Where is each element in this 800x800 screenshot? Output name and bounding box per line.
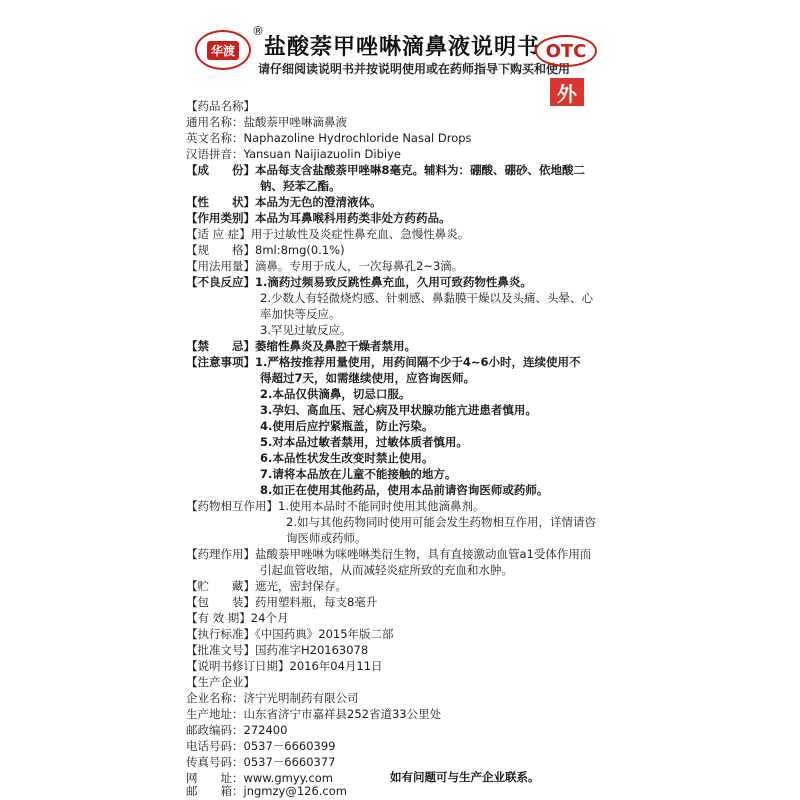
brand-logo-text: 华渡 [207, 41, 239, 60]
validity: 【有 效 期】24个月 [186, 611, 289, 625]
interaction-line-1: 【药物相互作用】1.使用本品时不能同时使用其他滴鼻剂。 [186, 499, 485, 513]
precautions-line-7: 6.本品性状发生改变时禁止使用。 [260, 451, 434, 465]
external-use-badge: 外 [550, 78, 584, 106]
interaction-line-3: 询医师或药师。 [286, 531, 367, 545]
adverse-line-1: 【不良反应】1.滴药过频易致反跳性鼻充血，久用可致药物性鼻炎。 [186, 275, 532, 289]
indications: 【适 应 症】用于过敏性及炎症性鼻充血、急慢性鼻炎。 [186, 227, 470, 241]
precautions-line-2: 得超过7天，如需继续使用，应咨询医师。 [260, 371, 475, 385]
email: 邮 箱：jngmzy@126.com [186, 784, 347, 798]
composition-line-1: 【成 份】本品每支含盐酸萘甲唑啉8毫克。辅料为：硼酸、硼砂、依地酸二 [186, 163, 585, 177]
pharmacology-line-1: 【药理作用】盐酸萘甲唑啉为咪唑啉类衍生物，具有直接激动血管a1受体作用而 [186, 547, 592, 561]
phone: 电话号码：0537－6660399 [186, 739, 336, 753]
section-drug-name-header: 【药品名称】 [186, 99, 255, 113]
company-name: 企业名称：济宁光明制药有限公司 [186, 691, 359, 705]
composition-line-2: 钠、羟苯乙酯。 [260, 179, 341, 193]
registered-mark: ® [252, 24, 264, 38]
specification: 【规 格】8ml:8mg(0.1%) [186, 243, 345, 257]
manufacturer-header: 【生产企业】 [186, 675, 255, 689]
pinyin-name: 汉语拼音：Yansuan Naijiazuolin Dibiye [186, 147, 401, 161]
standard: 【执行标准】《中国药典》2015年版二部 [186, 627, 394, 641]
precautions-line-4: 3.孕妇、高血压、冠心病及甲状腺功能亢进患者慎用。 [260, 403, 537, 417]
category: 【作用类别】本品为耳鼻喉科用药类非处方药药品。 [186, 211, 451, 225]
precautions-line-6: 5.对本品过敏者禁用，过敏体质者慎用。 [260, 435, 468, 449]
dosage: 【用法用量】滴鼻。专用于成人，一次每鼻孔2~3滴。 [186, 259, 464, 273]
production-address: 生产地址：山东省济宁市嘉祥县252省道33公里处 [186, 707, 442, 721]
document-title: 盐酸萘甲唑啉滴鼻液说明书 [264, 35, 541, 60]
otc-badge: OTC [535, 35, 597, 67]
generic-name: 通用名称：盐酸萘甲唑啉滴鼻液 [186, 115, 347, 129]
pharmacology-line-2: 引起血管收缩，从而减轻炎症所致的充血和水肿。 [260, 563, 513, 577]
website: 网 址：www.gmyy.com [186, 771, 334, 785]
package: 【包 装】药用塑料瓶，每支8毫升 [186, 595, 378, 609]
contraindications: 【禁 忌】萎缩性鼻炎及鼻腔干燥者禁用。 [186, 339, 416, 353]
precautions-line-8: 7.请将本品放在儿童不能接触的地方。 [260, 467, 457, 481]
adverse-line-4: 3.罕见过敏反应。 [260, 323, 352, 337]
precautions-line-3: 2.本品仅供滴鼻，切忌口服。 [260, 387, 411, 401]
document-subtitle: 请仔细阅读说明书并按说明使用或在药师指导下购买和使用 [258, 62, 571, 76]
precautions-line-9: 8.如正在使用其他药品，使用本品前请咨询医师或药师。 [260, 483, 549, 497]
english-name: 英文名称：Naphazoline Hydrochloride Nasal Drops [186, 131, 472, 145]
precautions-line-1: 【注意事项】1.严格按推荐用量使用，用药间隔不少于4~6小时，连续使用不 [186, 355, 581, 369]
adverse-line-3: 率加快等反应。 [260, 307, 341, 321]
appearance: 【性 状】本品为无色的澄清液体。 [186, 195, 382, 209]
approval-number: 【批准文号】国药准字H20163078 [186, 643, 369, 657]
postcode: 邮政编码：272400 [186, 723, 288, 737]
precautions-line-5: 4.使用后应拧紧瓶盖，防止污染。 [260, 419, 434, 433]
adverse-line-2: 2.少数人有轻微烧灼感、针刺感、鼻黏膜干燥以及头痛、头晕、心 [260, 291, 593, 305]
revision-date: 【说明书修订日期】2016年04月11日 [186, 659, 383, 673]
interaction-line-2: 2.如与其他药物同时使用可能会发生药物相互作用，详情请咨 [286, 515, 596, 529]
fax: 传真号码：0537－6660377 [186, 755, 336, 769]
contact-note: 如有问题可与生产企业联系。 [390, 770, 540, 784]
storage: 【贮 藏】遮光，密封保存。 [186, 579, 347, 593]
brand-logo [195, 30, 251, 70]
